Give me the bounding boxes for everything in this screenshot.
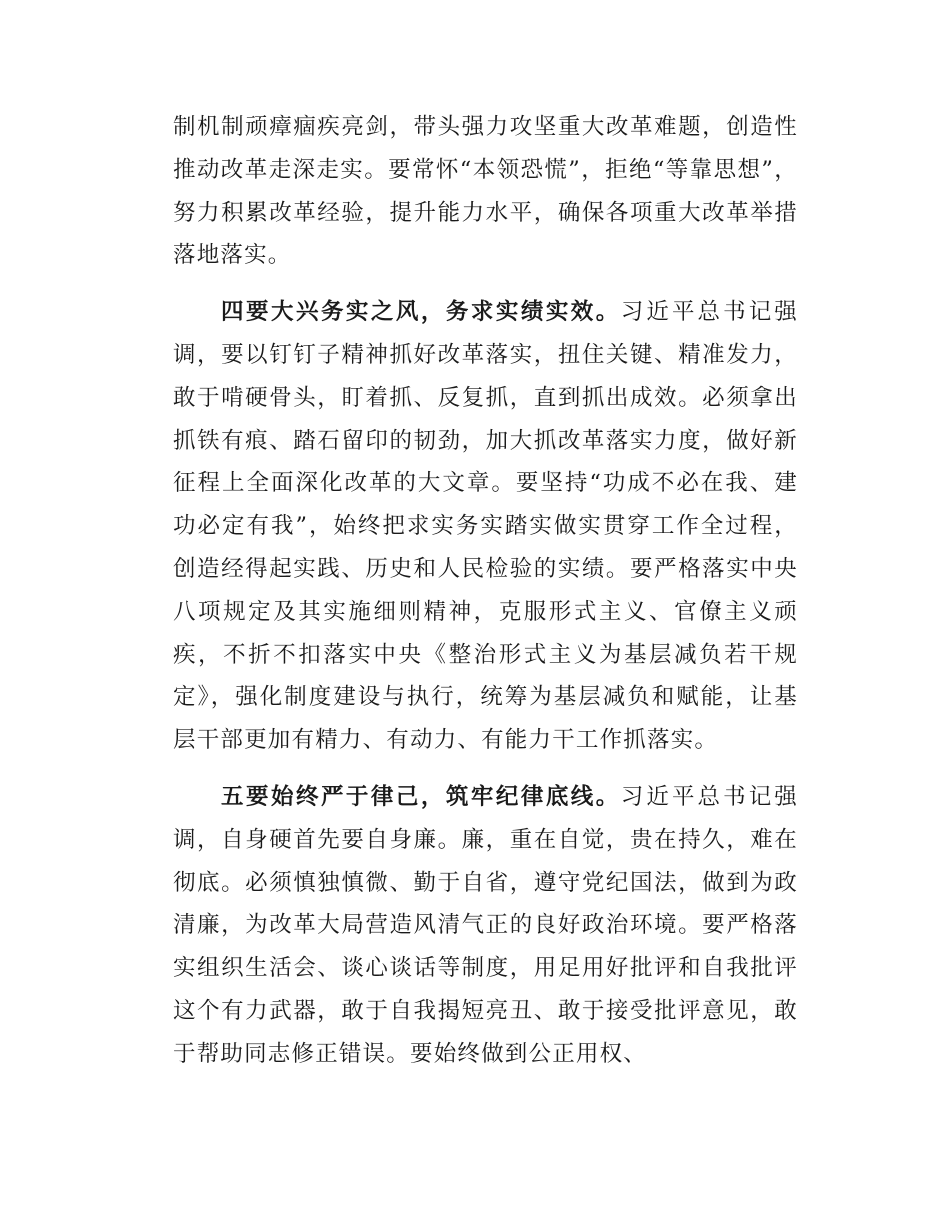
paragraph-four [173,291,798,762]
paragraph-text: 习近平总书记强调，自身硬首先要自身廉。廉，重在自觉，贵在持久，难在彻底。必须慎独慎微、勤于自省，遵守党纪国法，做到为政清廉，为改革大局营造风清气正的良好政治环境。要严格落实组织生活会、谈心谈话等制度，用足用好批评和自我批评这个有力武器，敢于自我揭短亮丑、敢于接受批评意见，敢于帮助同志修正错误。要始终做到公正用权、 [173,783,798,1067]
paragraph-text: 习近平总书记强调，要以钉钉子精神抓好改革落实，扭住关键、精准发力，敢于啃硬骨头，盯着抓、反复抓，直到抓出成效。必须拿出抓铁有痕、踏石留印的韧劲，加大抓改革落实力度，做好新征程上全面深化改革的大文章。要坚持“功成不必在我、建功必定有我”，始终把求实务实踏实做实贯穿工作全过程，创造经得起实践、历史和人民检验的实绩。要严格落实中央八项规定及其实施细则精神，克服形式主义、官僚主义顽疾，不折不扣落实中央《整治形式主义为基层减负若干规定》，强化制度建设与执行，统筹为基层减负和赋能，让基层干部更加有精力、有动力、有能力干工作抓落实。 [173,299,798,754]
paragraph-heading: 四要大兴务实之风，务求实绩实效。 [221,299,621,326]
paragraph-heading: 五要始终严于律己，筑牢纪律底线。 [221,783,621,810]
paragraph-text: 制机制顽瘴痼疾亮剑，带头强力攻坚重大改革难题，创造性推动改革走深走实。要常怀“本领恐慌”，拒绝“等靠思想”，努力积累改革经验，提升能力水平，确保各项重大改革举措落地落实。 [173,114,798,269]
body-text [173,106,798,1076]
paragraph-continuation [173,106,798,277]
paragraph-five [173,776,798,1076]
